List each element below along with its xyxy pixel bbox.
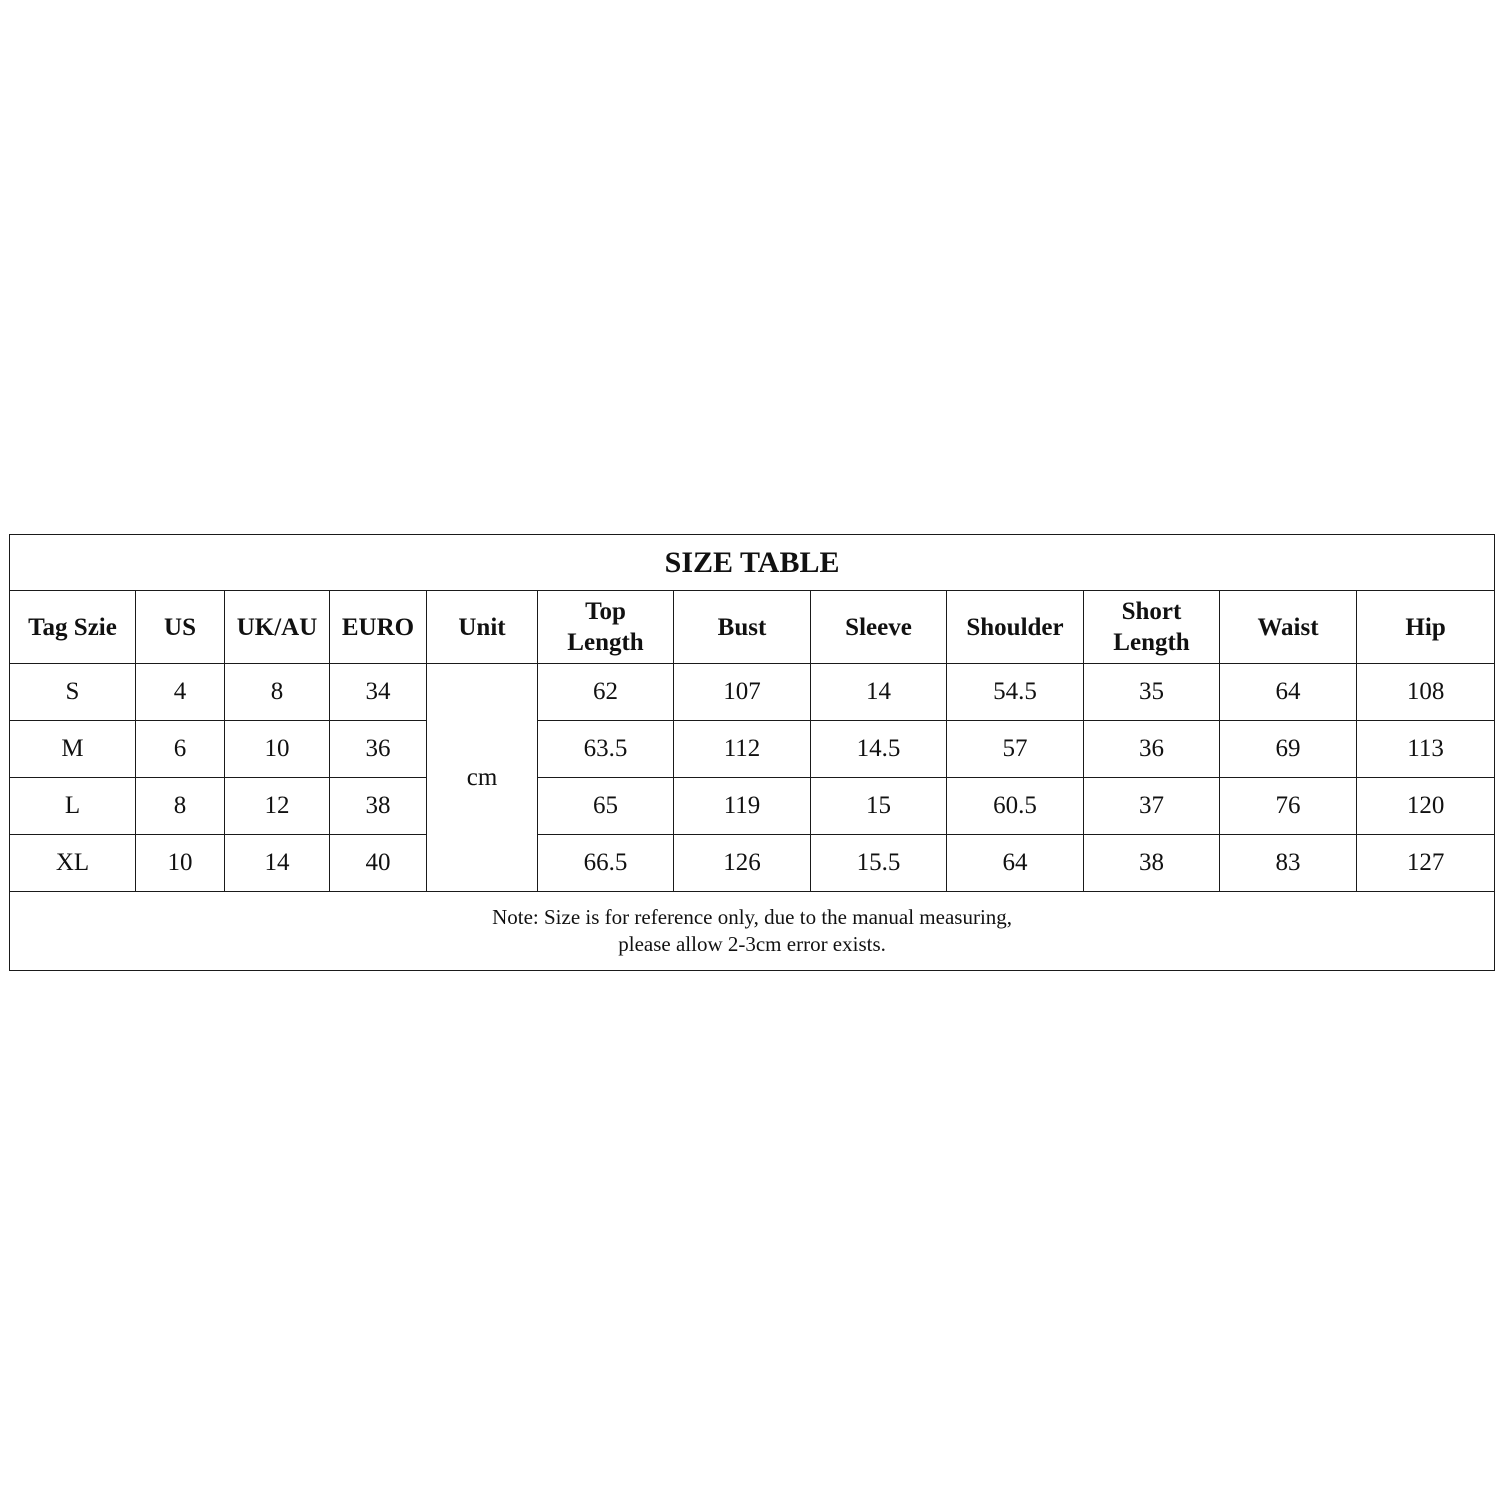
cell-bust: 112 <box>674 721 811 778</box>
header-waist <box>1220 591 1357 664</box>
cell-bust: 119 <box>674 778 811 835</box>
data-body <box>10 664 1495 892</box>
header-row <box>10 591 1495 664</box>
header-label: EURO <box>341 613 415 641</box>
cell-short-length: 37 <box>1084 778 1220 835</box>
cell-hip: 108 <box>1357 664 1495 721</box>
cell-top-length: 62 <box>538 664 674 721</box>
cell-waist: 83 <box>1220 835 1357 892</box>
header-label: Shoulder <box>966 613 1064 641</box>
cell-short-length: 36 <box>1084 721 1220 778</box>
header-label: Waist <box>1257 613 1319 641</box>
header-label: UK/AU <box>236 613 318 641</box>
header-us <box>136 591 225 664</box>
header-label: US <box>164 613 196 641</box>
cell-shoulder: 54.5 <box>947 664 1084 721</box>
cell-short-length: 35 <box>1084 664 1220 721</box>
cell-ukau: 14 <box>225 835 330 892</box>
cell-shoulder: 64 <box>947 835 1084 892</box>
size-table <box>9 534 1495 971</box>
unit-cell: cm <box>427 664 538 892</box>
cell-short-length: 38 <box>1084 835 1220 892</box>
cell-ukau: 12 <box>225 778 330 835</box>
header-tag <box>10 591 136 664</box>
cell-hip: 113 <box>1357 721 1495 778</box>
cell-waist: 64 <box>1220 664 1357 721</box>
table-row <box>10 778 1495 835</box>
cell-shoulder: 60.5 <box>947 778 1084 835</box>
cell-us: 4 <box>136 664 225 721</box>
header-top-length <box>538 591 674 664</box>
table-row <box>10 835 1495 892</box>
header-euro <box>330 591 427 664</box>
cell-ukau: 10 <box>225 721 330 778</box>
cell-tag: M <box>10 721 136 778</box>
header-label: Hip <box>1405 613 1446 641</box>
header-label: Unit <box>458 613 506 641</box>
header-bust <box>674 591 811 664</box>
cell-ukau: 8 <box>225 664 330 721</box>
cell-tag: L <box>10 778 136 835</box>
cell-hip: 120 <box>1357 778 1495 835</box>
cell-bust: 107 <box>674 664 811 721</box>
cell-bust: 126 <box>674 835 811 892</box>
table-row <box>10 721 1495 778</box>
cell-us: 10 <box>136 835 225 892</box>
note-line-2: please allow 2-3cm error exists. <box>618 932 886 956</box>
cell-sleeve: 15.5 <box>811 835 947 892</box>
header-shoulder <box>947 591 1084 664</box>
header-label: Top Length <box>567 598 644 656</box>
cell-hip: 127 <box>1357 835 1495 892</box>
header-unit <box>427 591 538 664</box>
table-title: SIZE TABLE <box>10 535 1495 591</box>
cell-euro: 34 <box>330 664 427 721</box>
cell-top-length: 63.5 <box>538 721 674 778</box>
header-ukau <box>225 591 330 664</box>
cell-sleeve: 14 <box>811 664 947 721</box>
cell-sleeve: 14.5 <box>811 721 947 778</box>
cell-tag: S <box>10 664 136 721</box>
cell-euro: 40 <box>330 835 427 892</box>
header-label: Sleeve <box>845 613 912 641</box>
table-row <box>10 664 1495 721</box>
cell-waist: 76 <box>1220 778 1357 835</box>
cell-euro: 38 <box>330 778 427 835</box>
cell-shoulder: 57 <box>947 721 1084 778</box>
header-label: Bust <box>717 613 767 641</box>
cell-top-length: 65 <box>538 778 674 835</box>
header-sleeve <box>811 591 947 664</box>
header-hip <box>1357 591 1495 664</box>
note-line-1: Note: Size is for reference only, due to the manual measuring, <box>492 905 1013 929</box>
header-label: Tag Szie <box>28 613 117 641</box>
cell-us: 8 <box>136 778 225 835</box>
cell-us: 6 <box>136 721 225 778</box>
cell-top-length: 66.5 <box>538 835 674 892</box>
header-label: Short Length <box>1113 598 1190 656</box>
note-cell <box>10 892 1495 971</box>
cell-sleeve: 15 <box>811 778 947 835</box>
cell-tag: XL <box>10 835 136 892</box>
cell-euro: 36 <box>330 721 427 778</box>
header-short-length <box>1084 591 1220 664</box>
cell-waist: 69 <box>1220 721 1357 778</box>
